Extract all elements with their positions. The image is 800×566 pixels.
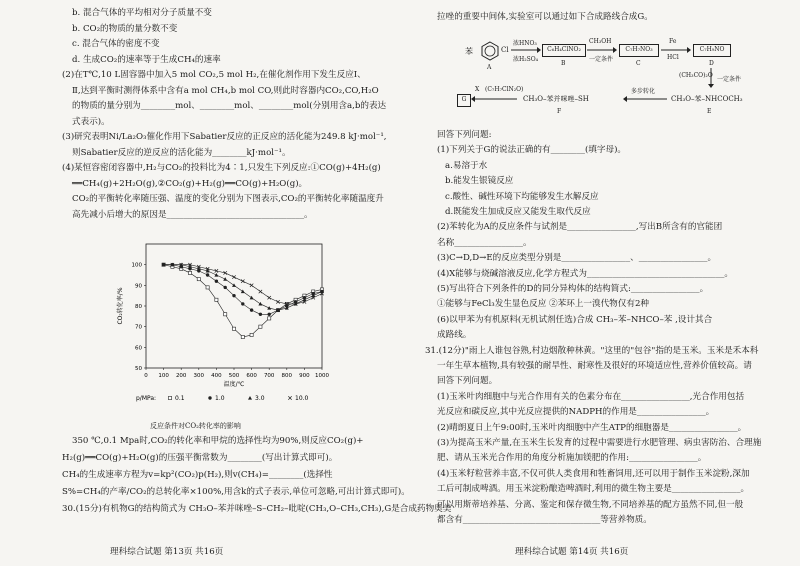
y-tick-label: 80 bbox=[135, 304, 142, 310]
e-structure: CH₃O–苯–NHCOCH₃ bbox=[671, 95, 743, 103]
legend-prefix: p/MPa: bbox=[136, 395, 157, 402]
y-tick-label: 50 bbox=[135, 366, 142, 372]
reagent3-bot: HCl bbox=[667, 54, 679, 61]
data-point bbox=[250, 333, 253, 336]
x-label: X bbox=[475, 86, 480, 93]
x-tick-label: 200 bbox=[175, 373, 187, 379]
text-line: (2)晴朗夏日上午9:00时,玉米叶肉细胞中产生ATP的细胞器是________________。 bbox=[437, 422, 747, 433]
data-point bbox=[215, 298, 218, 301]
cl-label: Cl bbox=[501, 46, 509, 54]
y-tick-label: 70 bbox=[135, 324, 142, 331]
data-point bbox=[232, 294, 235, 297]
series-line-3 bbox=[164, 265, 322, 304]
data-point bbox=[224, 286, 227, 289]
legend-label: 3.0 bbox=[255, 395, 265, 402]
text-line: (2)在T℃,10 L固容器中加入5 mol CO₂,5 mol H₂,在催化剂作用下发生反应I、 bbox=[62, 70, 366, 80]
text-line: 的物质的量分别为________mol、________mol、________mol(分别用含a,b的表达 bbox=[72, 101, 387, 111]
f-label: F bbox=[557, 108, 562, 115]
legend-label: 0.1 bbox=[175, 395, 185, 402]
arrow-2 bbox=[587, 47, 617, 53]
page-13-footer: 理科综合试题 第13页 共16页 bbox=[110, 547, 224, 557]
page-14 bbox=[415, 0, 800, 566]
multistep-label: 多步转化 bbox=[631, 88, 656, 95]
text-line: 成路线。 bbox=[437, 330, 472, 341]
legend-label: 10.0 bbox=[295, 395, 309, 402]
text-line: (3)C→D,D→E的反应类型分别是________________、________________。 bbox=[437, 253, 717, 264]
data-point bbox=[197, 278, 200, 281]
text-line: 350 ℃,0.1 Mpa时,CO₂的转化率和甲烷的选择性均为90%,则反应CO₂(g)+ bbox=[72, 436, 364, 446]
legend-label: 1.0 bbox=[215, 395, 225, 402]
text-line: (4)某恒容密闭容器中,H₂与CO₂的投料比为4∶1,只发生下列反应:①CO(g)+4H₂(g) bbox=[62, 163, 381, 173]
reagent2b: 一定条件 bbox=[589, 56, 614, 63]
data-point bbox=[206, 273, 209, 276]
data-point bbox=[232, 283, 236, 287]
data-point bbox=[215, 280, 218, 283]
text-line: CH₄的生成速率方程为v=kp²(CO₂)p(H₂),则v(CH₄)=________(选择性 bbox=[62, 470, 333, 480]
reagent1-top: 浓HNO₃ bbox=[513, 40, 537, 47]
data-point bbox=[232, 327, 235, 330]
reagent4: (CH₃CO)₂O bbox=[679, 72, 713, 79]
text-line: d.既能发生加成反应又能发生取代反应 bbox=[445, 207, 591, 217]
text-line: (2)苯转化为A的反应条件与试剂是________________,写出B所含有的官能团 bbox=[437, 222, 723, 233]
text-line: (4)X能够与烧碱溶液反应,化学方程式为________________________________。 bbox=[437, 268, 734, 279]
text-line: 回答下列问题。 bbox=[437, 376, 498, 387]
text-line: a.易溶于水 bbox=[445, 160, 488, 171]
data-point bbox=[250, 296, 254, 300]
arrow-e-to-f bbox=[623, 96, 667, 102]
arrow-x-to-g bbox=[471, 96, 517, 102]
data-point bbox=[259, 313, 262, 316]
arrow-4-down bbox=[708, 68, 714, 88]
reagent3-top: Fe bbox=[669, 38, 677, 45]
data-point bbox=[206, 286, 209, 289]
data-point bbox=[241, 290, 245, 294]
box-c: C₇H₇NO₃ bbox=[619, 44, 659, 57]
text-line: b. 混合气体的平均相对分子质量不变 bbox=[72, 8, 212, 18]
intro-line: 拉唑的重要中间体,实验室可以通过如下合成路线合成G。 bbox=[437, 12, 653, 22]
text-line: CO₂的平衡转化率随压强、温度的变化分别为下图表示,CO₂的平衡转化率随温度升 bbox=[72, 194, 384, 204]
text-line: (1)下列关于G的说法正确的有________(填字母)。 bbox=[437, 145, 627, 156]
box-g: G bbox=[457, 94, 471, 107]
text-line: 则Sabatier反应的逆反应的活化能为________kJ·mol⁻¹。 bbox=[72, 147, 291, 158]
legend-marker bbox=[208, 396, 211, 399]
x-tick-label: 400 bbox=[211, 373, 222, 379]
text-line: 都含有________________________________等营养物质。 bbox=[437, 515, 652, 525]
x-tick-label: 300 bbox=[193, 373, 205, 379]
benzene-a-icon bbox=[479, 40, 501, 62]
data-point bbox=[258, 302, 262, 306]
reagent1-bot: 浓H₂SO₄ bbox=[513, 56, 539, 63]
text-line: 工后可制成啤酒。用玉米淀粉酿造啤酒时,利用的微生物主要是________________。 bbox=[437, 484, 750, 495]
text-line: 回答下列问题: bbox=[437, 130, 492, 140]
b-label: B bbox=[561, 60, 566, 67]
legend-marker bbox=[168, 396, 171, 399]
x-tick-label: 700 bbox=[263, 373, 275, 379]
data-point bbox=[250, 308, 253, 311]
synthesis-scheme bbox=[427, 28, 797, 120]
x-tick-label: 0 bbox=[144, 373, 148, 379]
f-structure: CH₃O–苯并咪唑–SH bbox=[523, 95, 589, 103]
box-b: C₆H₄ClNO₂ bbox=[542, 44, 586, 57]
text-line: 一年生草本植物,具有较强的耐旱性、耐寒性及很好的环境适应性,营养价值较高。请 bbox=[437, 361, 752, 371]
legend-marker bbox=[248, 396, 252, 400]
text-line: (6)以甲苯为有机原料(无机试剂任选)合成 CH₃–苯–NHCO–苯 ,设计其合 bbox=[437, 314, 713, 325]
x-tick-label: 100 bbox=[158, 373, 169, 379]
x-tick-label: 800 bbox=[281, 373, 293, 379]
y-tick-label: 60 bbox=[135, 345, 142, 352]
arrow-1 bbox=[511, 47, 541, 53]
x-tick-label: 500 bbox=[228, 373, 240, 379]
text-line: 肥、请从玉米光合作用的角度分析施加镁肥的作用:________________。 bbox=[437, 453, 707, 464]
text-line: (3)为提高玉米产量,在玉米生长发育的过程中需要进行水肥管理、病虫害防治、合理施 bbox=[437, 438, 762, 448]
data-point bbox=[241, 335, 244, 338]
text-line: ══CH₄(g)+2H₂O(g),②CO₂(g)+H₂(g)══CO(g)+H₂O(g)。 bbox=[72, 178, 308, 189]
reagent2: CH₃OH bbox=[589, 38, 612, 45]
data-point bbox=[268, 317, 271, 320]
e-label: E bbox=[707, 108, 712, 115]
x-tick-label: 900 bbox=[299, 373, 310, 379]
a-label: A bbox=[487, 64, 492, 71]
text-line: c. 混合气体的密度不变 bbox=[72, 39, 160, 49]
text-line: S%=CH₄的产率/CO₂的总转化率×100%,用含k的式子表示,单位可忽略,可出计算式即可)。 bbox=[62, 487, 410, 497]
text-line: 高先减小后增大的原因是________________________________。 bbox=[72, 209, 313, 220]
data-point bbox=[259, 325, 262, 328]
text-line: H₂(g)══CO(g)+H₂O(g)的压强平衡常数为________(写出计算式即可)。 bbox=[62, 453, 338, 463]
co2-conversion-chart bbox=[112, 236, 337, 416]
text-line: (3)研究表明Ni/La₂O₃催化作用下Sabatier反应的正反应的活化能为249.8 kJ·mol⁻¹, bbox=[62, 132, 387, 142]
text-line: (4)玉米籽粒营养丰富,不仅可供人类食用和牲畜饲用,还可以用于制作玉米淀粉,深加 bbox=[437, 468, 750, 479]
text-line: c.酸性、碱性环境下均能够发生水解反应 bbox=[445, 191, 599, 202]
y-axis-label: CO₂转化率/% bbox=[117, 287, 124, 325]
arrow-3 bbox=[661, 47, 691, 53]
data-point bbox=[268, 313, 271, 316]
text-line: 名称________________。 bbox=[437, 237, 532, 248]
text-line: 式表示)。 bbox=[72, 116, 110, 127]
page-14-footer: 理科综合试题 第14页 共16页 bbox=[515, 547, 629, 557]
data-point bbox=[223, 277, 227, 281]
data-point bbox=[188, 271, 191, 274]
x-tick-label: 1000 bbox=[315, 373, 329, 379]
reagent4b: 一定条件 bbox=[717, 76, 742, 83]
d-label: D bbox=[709, 60, 714, 67]
x-tick-label: 600 bbox=[246, 373, 257, 379]
text-line: 可以用斯蒂培养基、分离、鉴定和保存微生物,不同培养基的配方虽然不同,但一般 bbox=[437, 499, 744, 510]
text-line: Ⅱ,达到平衡时测得体系中含有a mol CH₄,b mol CO,则此时容器内CO₂,CO,H₂O bbox=[72, 85, 379, 96]
text-line: d. 生成CO₂的速率等于生成CH₄的速率 bbox=[72, 54, 221, 65]
start-benzene: 苯 bbox=[465, 47, 473, 56]
c-label: C bbox=[636, 60, 641, 67]
text-line: b.能发生银镜反应 bbox=[445, 176, 514, 187]
y-tick-label: 90 bbox=[135, 283, 142, 290]
x-axis-label: 温度/℃ bbox=[223, 381, 245, 388]
data-point bbox=[224, 313, 227, 316]
y-tick-label: 100 bbox=[131, 262, 142, 269]
plot-frame bbox=[146, 244, 322, 368]
text-line: (1)玉米叶肉细胞中与光合作用有关的色素分布在________________,光合作用包括 bbox=[437, 391, 745, 402]
text-line: 31.(12分)"雨上人谁包谷熟,村边烟散种林黄。"这里的"包谷"指的是玉米。玉米是禾本科 bbox=[425, 345, 759, 356]
text-line: 30.(15分)有机物G的结构简式为 CH₃O–苯并咪唑–S–CH₂–吡啶(CH₃,O–CH₃,CH₃),G是合成药物奥美 bbox=[62, 504, 452, 514]
chart-caption: 反应条件对CO₂转化率的影响 bbox=[150, 422, 241, 430]
series-line-1 bbox=[164, 265, 322, 315]
data-point bbox=[267, 306, 271, 310]
x-formula: (C₇H₇ClN₂O) bbox=[485, 86, 524, 93]
text-line: b. CO₂的物质的量分数不变 bbox=[72, 23, 178, 34]
data-point bbox=[214, 273, 218, 277]
data-point bbox=[241, 302, 244, 305]
text-line: (5)写出符合下列条件的D的同分异构体的结构简式:________________。 bbox=[437, 284, 709, 294]
box-d: C₇H₉NO bbox=[693, 44, 731, 57]
text-line: ①能够与FeCl₃发生显色反应 ②苯环上一溴代物仅有2种 bbox=[437, 299, 650, 310]
text-line: 光反应和碳反应,其中光反应提供的NADPH的作用是________________。 bbox=[437, 407, 715, 418]
